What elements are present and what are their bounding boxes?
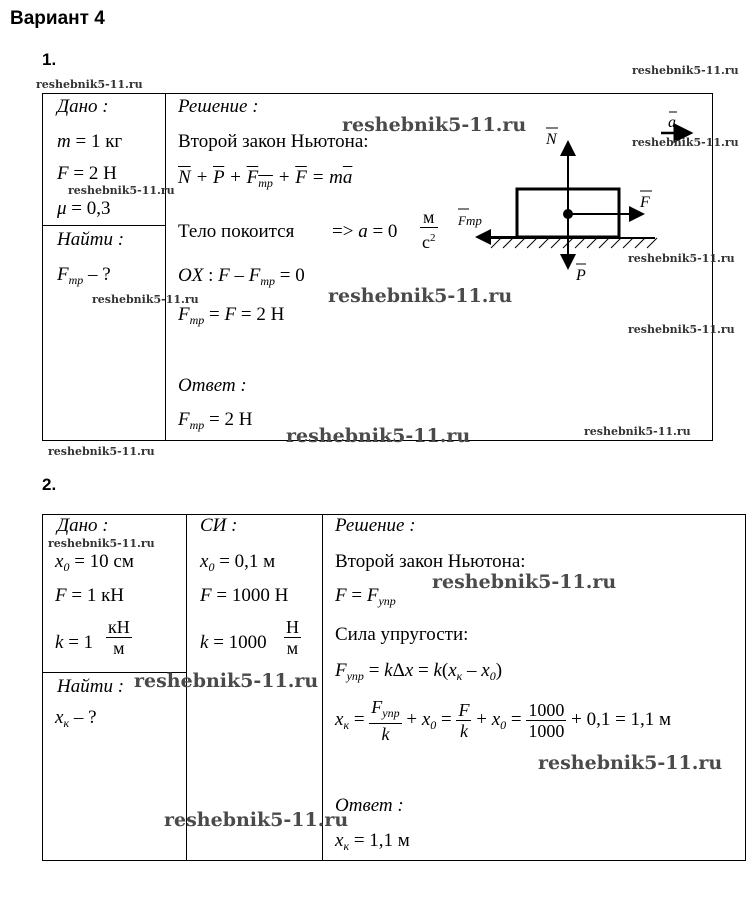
watermark: reshebnik5-11.ru <box>48 445 155 458</box>
watermark: reshebnik5-11.ru <box>92 293 199 306</box>
label-a: a <box>668 114 676 131</box>
watermark: reshebnik5-11.ru <box>432 571 617 593</box>
p2-given-k: k = 1 <box>55 632 94 653</box>
p2-calc-den1: k <box>381 724 390 744</box>
p2-si-k-unit-den: м <box>286 638 299 658</box>
watermark: reshebnik5-11.ru <box>134 670 319 692</box>
p1-rest-text: Тело покоится <box>178 221 295 242</box>
p1-unit-denominator: $с^2$ <box>422 232 436 252</box>
p1-law-equation: $\overline{N} + \overline{P} + F_{тр} + \overline{F} = m\overline{a}$ <box>178 167 353 190</box>
p2-calc-num2: F <box>458 700 470 720</box>
p2-elastic-label: Сила упругости: <box>335 624 469 645</box>
p1-result-equation: $F_{тр} = F = 2$ Н <box>178 304 285 327</box>
label-F: F <box>640 194 650 211</box>
watermark: reshebnik5-11.ru <box>632 64 739 77</box>
label-Ftr: Fтр <box>458 213 482 228</box>
p1-law-text: Второй закон Ньютона: <box>178 131 369 152</box>
label-P: P <box>576 267 586 283</box>
problem-2-number: 2. <box>42 475 57 494</box>
watermark: reshebnik5-11.ru <box>68 184 175 197</box>
watermark: reshebnik5-11.ru <box>48 537 155 550</box>
label-N: N <box>546 131 557 148</box>
ground-hatching <box>491 238 657 248</box>
p2-answer-label: Ответ : <box>335 795 404 816</box>
p2-find-value: $x_к$ – ? <box>55 707 97 730</box>
page-title: Вариант 4 <box>10 8 105 29</box>
p2-given-F: F = 1 кН <box>55 585 125 606</box>
p2-k-unit-num: кН <box>108 617 130 637</box>
p2-si-label: СИ : <box>200 515 238 536</box>
p1-answer-label: Ответ : <box>178 375 247 396</box>
p1-find-value: $F_{тр}$ – ? <box>57 264 111 287</box>
p2-given-label: Дано : <box>57 515 109 536</box>
watermark: reshebnik5-11.ru <box>584 425 691 438</box>
watermark: reshebnik5-11.ru <box>36 78 143 91</box>
watermark: reshebnik5-11.ru <box>538 752 723 774</box>
p1-unit-numerator: м <box>420 207 438 228</box>
p1-given-label: Дано : <box>57 96 109 117</box>
p1-given-F: F = 2 Н <box>57 163 117 184</box>
problem-1-divider <box>165 93 166 440</box>
watermark: reshebnik5-11.ru <box>286 425 471 447</box>
p1-given-m: m = 1 кг <box>57 131 123 152</box>
problem-1-number: 1. <box>42 50 57 69</box>
p2-answer-value: $x_к = 1,1$ м <box>335 830 410 853</box>
watermark: reshebnik5-11.ru <box>628 252 735 265</box>
p2-k-unit-den: м <box>113 638 125 658</box>
p1-answer-value: $F_{тр} = 2$ Н <box>178 409 253 432</box>
watermark: reshebnik5-11.ru <box>164 809 349 831</box>
p2-calc-tail: + 0,1 = 1,1 м <box>571 708 672 730</box>
watermark: reshebnik5-11.ru <box>628 323 735 336</box>
p1-acceleration-unit <box>420 207 438 252</box>
p2-find-label: Найти : <box>57 676 125 697</box>
watermark: reshebnik5-11.ru <box>632 136 739 149</box>
p1-ox-equation: OX : $F - F_{тр} = 0$ <box>178 265 305 288</box>
p2-calc-den2: k <box>459 721 468 741</box>
p2-si-k-unit <box>284 617 301 658</box>
p2-calculation: $x_к$ = $\frac{F_{упр}}{k}$ + $x_0$ = $\frac{F}{k}$ + $x_0$ = $\frac{1000}{1000}$ + 0,1 = 1,1 м <box>335 697 672 744</box>
p2-law-equation: $F = F_{упр}$ <box>335 585 396 608</box>
p2-si-x0: $x_0 = 0,1$ м <box>200 551 276 574</box>
p2-law-text: Второй закон Ньютона: <box>335 551 526 572</box>
p2-given-k-unit <box>106 617 132 658</box>
p2-calc-num3: 1000 <box>528 700 565 720</box>
p1-rest-equation: => a = 0 <box>332 221 398 242</box>
watermark: reshebnik5-11.ru <box>328 285 513 307</box>
p2-solution-label: Решение : <box>335 515 416 536</box>
watermark: reshebnik5-11.ru <box>342 114 527 136</box>
p2-calc-den3: 1000 <box>528 721 565 741</box>
p1-find-label: Найти : <box>57 229 125 250</box>
p2-elastic-equation: $F_{упр} = k\Delta x = k(x_к - x_0)$ <box>335 660 503 683</box>
p2-si-F: F = 1000 Н <box>200 585 289 606</box>
p2-si-k: k = 1000 <box>200 632 267 653</box>
problem-1-given-find-divider <box>42 225 166 226</box>
p1-solution-label: Решение : <box>178 96 259 117</box>
p1-given-mu: μ = 0,3 <box>57 198 111 219</box>
p2-si-k-unit-num: Н <box>286 617 299 637</box>
p2-given-x0: $x_0 = 10$ см <box>55 551 134 574</box>
